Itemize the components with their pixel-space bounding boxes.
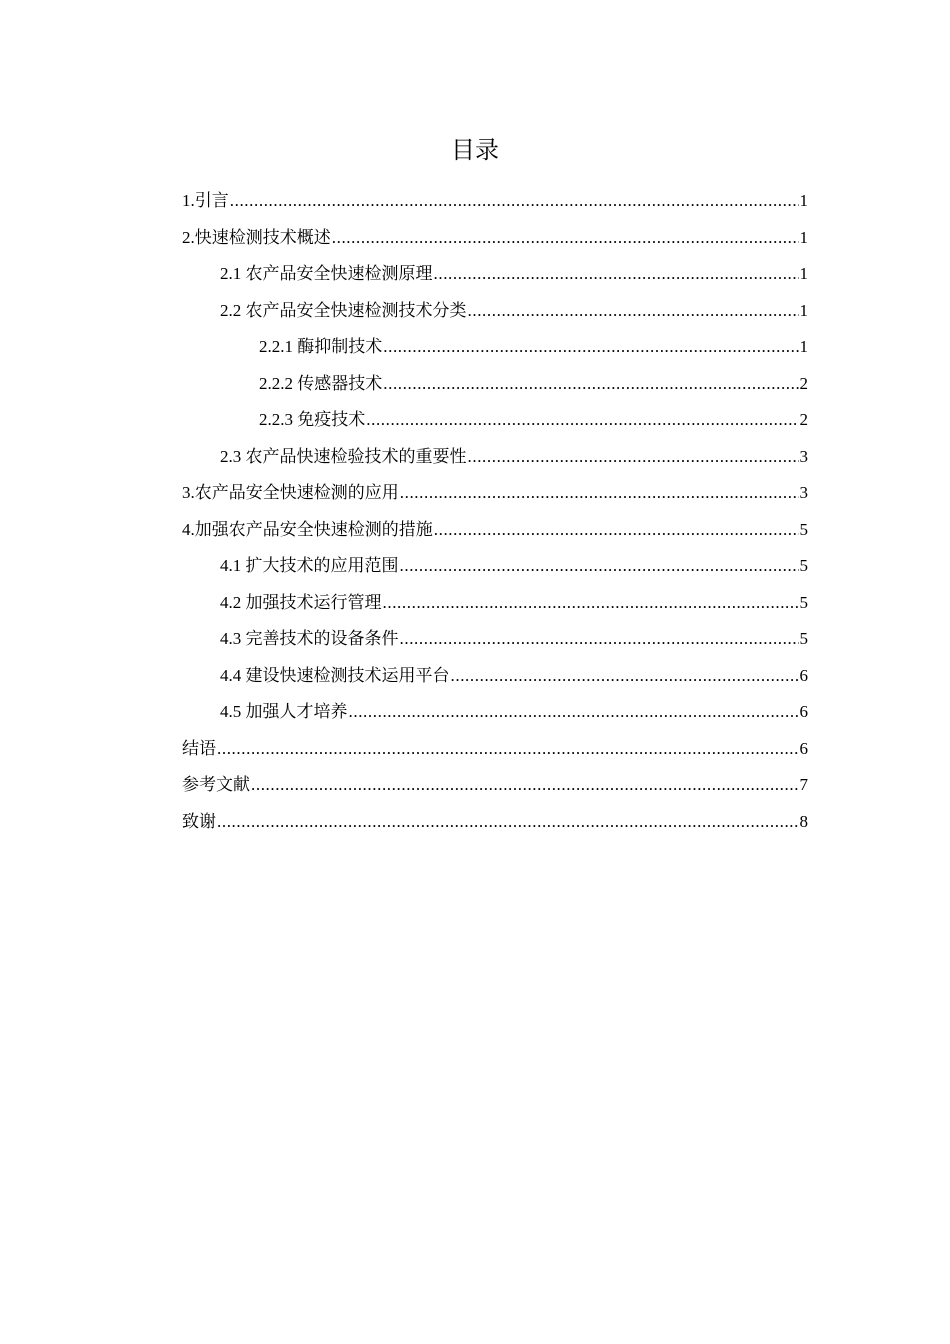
toc-entry[interactable]	[182, 439, 808, 476]
toc-entry[interactable]	[182, 731, 808, 768]
toc-dot-leader	[383, 366, 798, 403]
toc-entry-text: 4.4 建设快速检测技术运用平台	[220, 665, 450, 685]
toc-entry-text: 4.2 加强技术运行管理	[220, 592, 382, 612]
toc-entry[interactable]	[182, 767, 808, 804]
toc-entry-text: 4.5 加强人才培养	[220, 702, 348, 721]
toc-entry-text: 2.2.3 免疫技术	[259, 410, 366, 429]
toc-page-number: 3	[799, 446, 808, 466]
toc-dot-leader	[383, 585, 799, 622]
toc-page-number: 2	[799, 373, 808, 393]
toc-title: 目录	[451, 136, 499, 164]
toc-list	[182, 183, 808, 840]
toc-entry-text: 2.快速检测技术概述	[182, 227, 331, 247]
toc-dot-leader	[349, 694, 799, 731]
toc-entry[interactable]	[182, 585, 808, 622]
toc-entry[interactable]	[182, 548, 808, 585]
toc-page-number: 1	[799, 337, 808, 356]
toc-page-number: 6	[799, 665, 808, 685]
toc-entry[interactable]	[182, 475, 808, 512]
toc-entry-text: 致谢	[182, 811, 216, 831]
toc-dot-leader	[332, 220, 799, 257]
toc-entry[interactable]	[182, 220, 808, 257]
toc-entry[interactable]	[182, 804, 808, 841]
toc-dot-leader	[217, 731, 799, 768]
toc-page-number: 7	[799, 775, 808, 794]
toc-page-number: 5	[799, 556, 808, 575]
toc-entry-text: 2.1 农产品安全快速检测原理	[220, 264, 433, 283]
toc-page-number: 1	[799, 300, 808, 320]
toc-page-number: 1	[799, 264, 808, 283]
toc-page-number: 1	[799, 191, 808, 210]
toc-entry-text: 2.2.1 酶抑制技术	[259, 337, 383, 356]
toc-page-number: 3	[799, 483, 808, 502]
toc-page-number: 6	[799, 738, 808, 758]
toc-dot-leader	[468, 439, 799, 476]
toc-page-number: 2	[799, 410, 808, 429]
toc-entry-text: 2.2.2 传感器技术	[259, 373, 383, 393]
toc-page-number: 5	[799, 592, 808, 612]
toc-entry-text: 参考文献	[182, 775, 250, 794]
toc-entry[interactable]	[182, 512, 808, 549]
toc-entry-text: 4.加强农产品安全快速检测的措施	[182, 519, 433, 539]
toc-entry-text: 2.2 农产品安全快速检测技术分类	[220, 300, 467, 320]
toc-page-number: 1	[799, 227, 808, 247]
toc-entry-text: 4.3 完善技术的设备条件	[220, 629, 399, 648]
toc-entry-text: 1.引言	[182, 191, 229, 210]
toc-entry[interactable]	[182, 402, 808, 439]
toc-entry[interactable]	[182, 694, 808, 731]
toc-dot-leader	[400, 548, 799, 585]
toc-dot-leader	[251, 767, 799, 804]
toc-entry-text: 2.3 农产品快速检验技术的重要性	[220, 446, 467, 466]
toc-dot-leader	[400, 475, 799, 512]
toc-entry[interactable]	[182, 329, 808, 366]
toc-dot-leader	[217, 804, 799, 841]
toc-page-number: 5	[799, 629, 808, 648]
toc-page-number: 5	[799, 519, 808, 539]
toc-page-number: 8	[799, 811, 808, 831]
toc-entry-text: 结语	[182, 738, 216, 758]
toc-entry[interactable]	[182, 183, 808, 220]
toc-entry[interactable]	[182, 366, 808, 403]
toc-dot-leader	[400, 621, 799, 658]
toc-dot-leader	[434, 256, 799, 293]
toc-dot-leader	[468, 293, 799, 330]
toc-entry[interactable]	[182, 256, 808, 293]
toc-dot-leader	[383, 329, 798, 366]
toc-dot-leader	[230, 183, 799, 220]
toc-entry[interactable]	[182, 621, 808, 658]
toc-dot-leader	[366, 402, 798, 439]
toc-entry-text: 3.农产品安全快速检测的应用	[182, 483, 399, 502]
toc-entry-text: 4.1 扩大技术的应用范围	[220, 556, 399, 575]
toc-dot-leader	[434, 512, 799, 549]
toc-entry[interactable]	[182, 293, 808, 330]
toc-entry[interactable]	[182, 658, 808, 695]
toc-dot-leader	[451, 658, 799, 695]
toc-page-number: 6	[799, 702, 808, 721]
